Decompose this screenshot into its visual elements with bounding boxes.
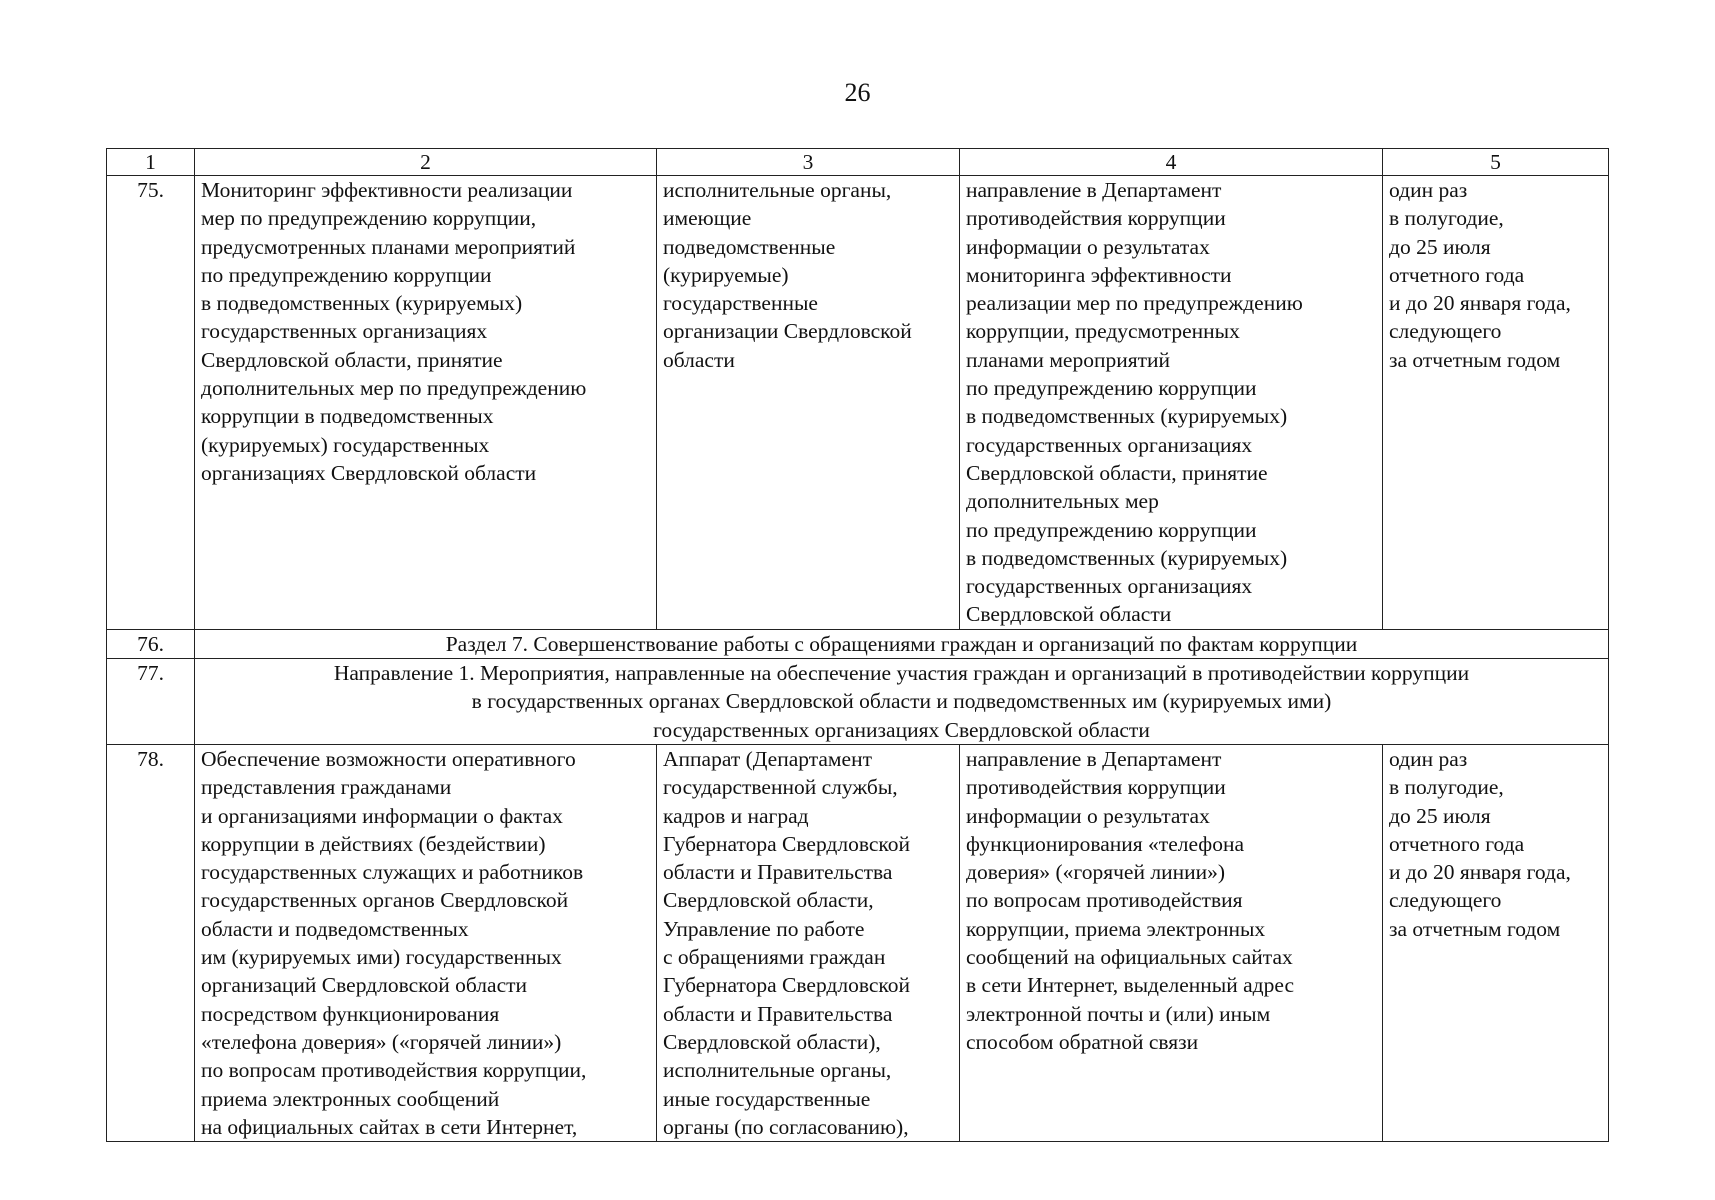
result-cell: направление в Департамент противодействия коррупции информации о результатах мониторинга эффективности реализации мер по предупреждению коррупции, предусмотренных планами мероприятий по предупреждению коррупции в подведомственных (курируемых) государственных организациях Свердловской области, принятие дополнительных мер по предупреждению коррупции в подведомственных (курируемых) государственных организациях Свердловской области — [960, 176, 1383, 630]
table-row — [107, 744, 1609, 1141]
direction-title: Направление 1. Мероприятия, направленные на обеспечение участия граждан и организаций в противодействии коррупции в государственных органах Свердловской области и подведомственных им (курируемых ими) государственных организациях Свердловской области — [195, 659, 1609, 745]
header-col-5: 5 — [1383, 149, 1609, 176]
measure-cell: Мониторинг эффективности реализации мер по предупреждению коррупции, предусмотренных планами мероприятий по предупреждению коррупции в подведомственных (курируемых) государственных организациях Свердловской области, принятие дополнительных мер по предупреждению коррупции в подведомственных (курируемых) государственных организациях Свердловской области — [195, 176, 657, 630]
table-row — [107, 176, 1609, 630]
row-number: 75. — [107, 176, 195, 630]
result-cell: направление в Департамент противодействия коррупции информации о результатах функционирования «телефона доверия» («горячей линии») по вопросам противодействия коррупции, приема электронных сообщений на официальных сайтах в сети Интернет, выделенный адрес электронной почты и (или) иным способом обратной связи — [960, 744, 1383, 1141]
deadline-cell: один раз в полугодие, до 25 июля отчетного года и до 20 января года, следующего за отчетным годом — [1383, 744, 1609, 1141]
section-title: Раздел 7. Совершенствование работы с обращениями граждан и организаций по фактам коррупции — [195, 629, 1609, 658]
responsible-cell: Аппарат (Департамент государственной службы, кадров и наград Губернатора Свердловской области и Правительства Свердловской области, Управление по работе с обращениями граждан Губернатора Свердловской области и Правительства Свердловской области), исполнительные органы, иные государственные органы (по согласованию), — [657, 744, 960, 1141]
header-row — [107, 149, 1609, 176]
row-number: 76. — [107, 629, 195, 658]
responsible-cell: исполнительные органы, имеющие подведомственные (курируемые) государственные организации Свердловской области — [657, 176, 960, 630]
measures-table — [106, 148, 1609, 1142]
row-number: 78. — [107, 744, 195, 1141]
deadline-cell: один раз в полугодие, до 25 июля отчетного года и до 20 января года, следующего за отчетным годом — [1383, 176, 1609, 630]
measure-cell: Обеспечение возможности оперативного представления гражданами и организациями информации о фактах коррупции в действиях (бездействии) государственных служащих и работников государственных органов Свердловской области и подведомственных им (курируемых ими) государственных организаций Свердловской области посредством функционирования «телефона доверия» («горячей линии») по вопросам противодействия коррупции, приема электронных сообщений на официальных сайтах в сети Интернет, — [195, 744, 657, 1141]
section-row — [107, 629, 1609, 658]
page-number: 26 — [844, 78, 871, 107]
header-col-4: 4 — [960, 149, 1383, 176]
header-col-1: 1 — [107, 149, 195, 176]
row-number: 77. — [107, 659, 195, 745]
header-col-2: 2 — [195, 149, 657, 176]
header-col-3: 3 — [657, 149, 960, 176]
section-row — [107, 659, 1609, 745]
